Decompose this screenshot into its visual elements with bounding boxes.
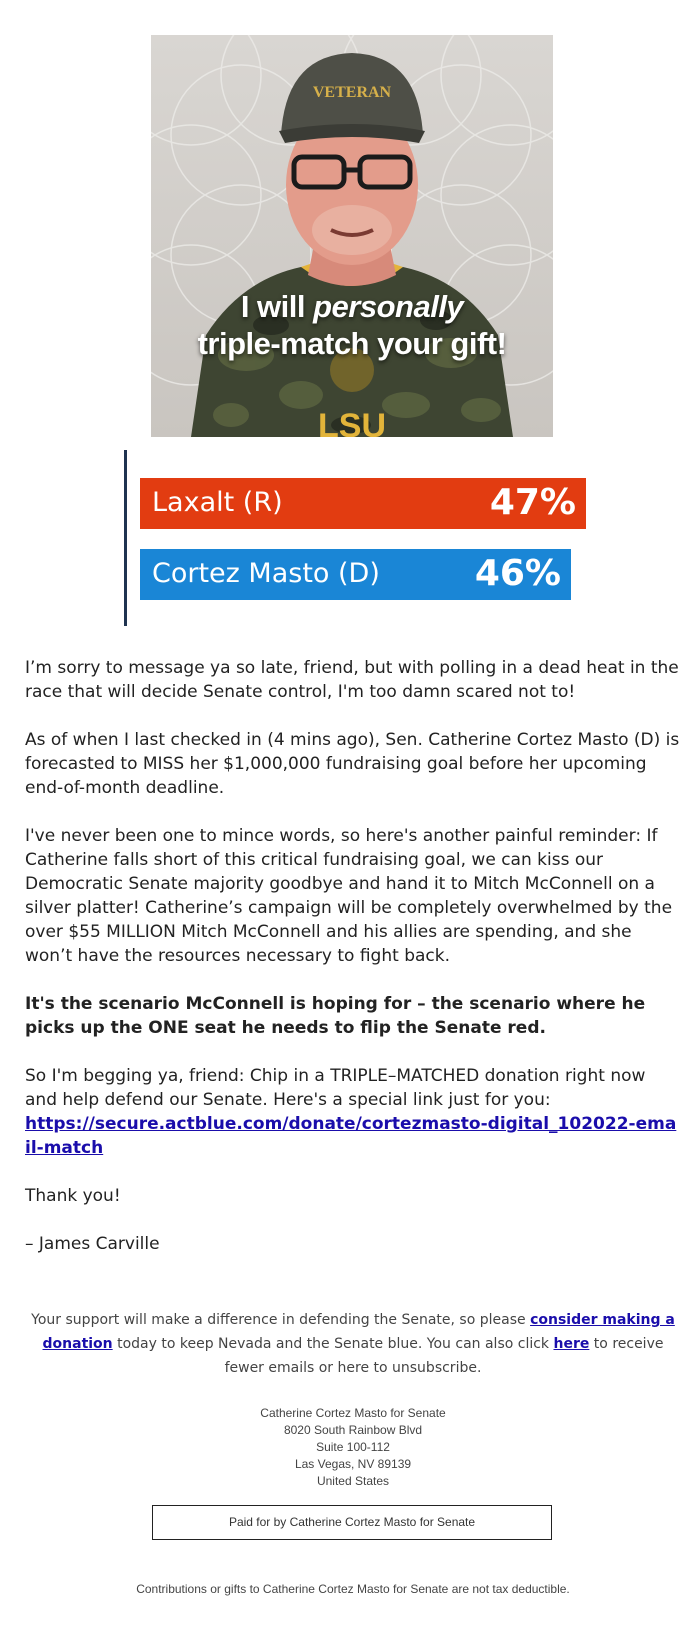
address-city: Las Vegas, NV 89139: [294, 1457, 412, 1471]
hero-caption: [151, 288, 553, 362]
hero-image: [151, 35, 553, 437]
shirt-text: LSU: [318, 407, 386, 437]
poll-candidate-percent: 46%: [474, 553, 561, 594]
poll-graphic: [124, 450, 607, 626]
donate-link[interactable]: https://secure.actblue.com/donate/cortezmasto-digital_102022-email-match: [25, 1114, 677, 1158]
signature: – James Carville: [25, 1234, 160, 1254]
mailing-address: [0, 1405, 700, 1490]
poll-bar-cortez-masto: [140, 549, 571, 600]
paragraph-forecast: As of when I last checked in (4 mins ago), Sen. Catherine Cortez Masto (D) is forecasted to MISS her $1,000,000 fundraising goal before her upcoming end-of-month deadline.: [25, 730, 680, 798]
footer-text: today to keep Nevada and the Senate blue. You can also click: [112, 1336, 554, 1352]
cap-text: VETERAN: [312, 84, 392, 101]
email-body: [25, 656, 681, 1280]
footer-text: to receive fewer emails or here to unsubscribe.: [224, 1336, 664, 1376]
address-country: United States: [316, 1474, 390, 1488]
paragraph-thanks: Thank you!: [25, 1186, 121, 1206]
portrait-illustration: [151, 35, 553, 437]
poll-candidate-label: Laxalt (R): [152, 487, 283, 518]
consider-donation-link[interactable]: consider making a donation: [42, 1312, 675, 1352]
hero-caption-line1: [151, 288, 553, 325]
footer-note: [25, 1308, 681, 1380]
ask-text: So I'm begging ya, friend: Chip in a TRIPLE–MATCHED donation right now and help defend our Senate. Here's a special link just for you:: [25, 1066, 646, 1110]
footer-text: Your support will make a difference in defending the Senate, so please: [31, 1312, 531, 1328]
paid-for-box: Paid for by Catherine Cortez Masto for Senate: [152, 1505, 552, 1540]
tax-disclaimer: Contributions or gifts to Catherine Cortez Masto for Senate are not tax deductible.: [136, 1582, 570, 1596]
poll-candidate-percent: 47%: [489, 482, 576, 523]
paragraph-scenario: It's the scenario McConnell is hoping for – the scenario where he picks up the ONE seat he needs to flip the Senate red.: [25, 994, 646, 1038]
paragraph-intro: I’m sorry to message ya so late, friend, but with polling in a dead heat in the race that will decide Senate control, I'm too damn scared not to!: [25, 658, 679, 702]
paragraph-reminder: I've never been one to mince words, so here's another painful reminder: If Catherine falls short of this critical fundraising goal, we can kiss our Democratic Senate majority goodbye and hand it to Mitch McConnell on a silver platter! Catherine’s campaign will be completely overwhelmed by the over $55 MILLION Mitch McConnell and his allies are spending, and she won’t have the resources necessary to fight back.: [25, 826, 673, 966]
address-org: Catherine Cortez Masto for Senate: [260, 1406, 446, 1420]
hero-caption-line2: triple-match your gift!: [197, 326, 507, 361]
poll-candidate-label: Cortez Masto (D): [152, 558, 380, 589]
hero-caption-prefix: I will: [240, 289, 314, 324]
address-suite: Suite 100-112: [316, 1440, 390, 1454]
hero-caption-emphasis: personally: [313, 289, 464, 324]
poll-bar-laxalt: [140, 478, 586, 529]
fewer-emails-link[interactable]: here: [553, 1336, 590, 1352]
paragraph-ask: [25, 1064, 681, 1160]
address-street: 8020 South Rainbow Blvd: [283, 1423, 423, 1437]
